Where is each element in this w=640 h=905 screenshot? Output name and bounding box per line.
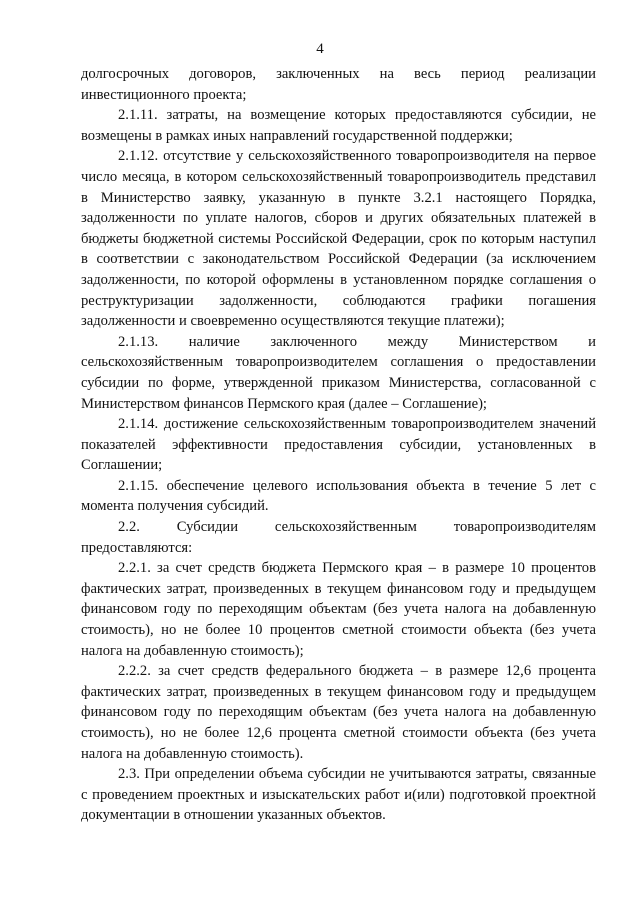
paragraph-2-2: 2.2. Субсидии сельскохозяйственным товаропроизводителям предоставляются: [81,519,596,556]
paragraph-2-1-13: 2.1.13. наличие заключенного между Министерством и сельскохозяйственным товаропроизводителем соглашения о предоставлении субсидии по форме, утвержденной приказом Министерства, согласованной с Министерством финансов Пермского края (далее – Соглашение); [81,333,596,412]
page-number: 4 [316,41,324,57]
paragraph-2-1-15: 2.1.15. обеспечение целевого использования объекта в течение 5 лет с момента получения субсидий. [81,477,596,515]
paragraph-2-1-12: 2.1.12. отсутствие у сельскохозяйственного товаропроизводителя на первое число месяца, в котором сельскохозяйственный товаропроизводитель представил в Министерство заявку, указанную в пункте 3.2.1 настоящего Порядка, задолженности по уплате налогов, сборов и других обязательных платежей в бюджеты бюджетной системы Российской Федерации, срок по которым наступил в соответствии с законодательством Российской Федерации (за исключением задолженности, по которой оформлены в установленном порядке соглашения о реструктуризации задолженности, соблюдаются графики погашения задолженности и своевременно осуществляются текущие платежи); [81,148,596,330]
paragraph-2-1-14: 2.1.14. достижение сельскохозяйственным товаропроизводителем значений показателей эффективности предоставления субсидии, установленных в Соглашении; [81,416,596,474]
paragraph-continuation: долгосрочных договоров, заключенных на весь период реализации инвестиционного проекта; [81,66,596,103]
paragraph-2-2-1: 2.2.1. за счет средств бюджета Пермского края – в размере 10 процентов фактических затрат, произведенных в текущем финансовом году и предыдущем финансовом году по переходящим объектам (без учета налога на добавленную стоимость), но не более 10 процентов сметной стоимости объекта (без учета налога на добавленную стоимость); [81,560,596,659]
paragraph-2-3: 2.3. При определении объема субсидии не учитываются затраты, связанные с проведением проектных и изыскательских работ и(или) подготовкой проектной документации в отношении указанных объектов. [81,766,596,824]
document-body [81,64,596,826]
paragraph-2-2-2: 2.2.2. за счет средств федерального бюджета – в размере 12,6 процента фактических затрат, произведенных в текущем финансовом году и предыдущем финансовом году по переходящим объектам (без учета налога на добавленную стоимость), но не более 12,6 процента сметной стоимости объекта (без учета налога на добавленную стоимость). [81,663,596,762]
paragraph-2-1-11: 2.1.11. затраты, на возмещение которых предоставляются субсидии, не возмещены в рамках иных направлений государственной поддержки; [81,107,596,144]
